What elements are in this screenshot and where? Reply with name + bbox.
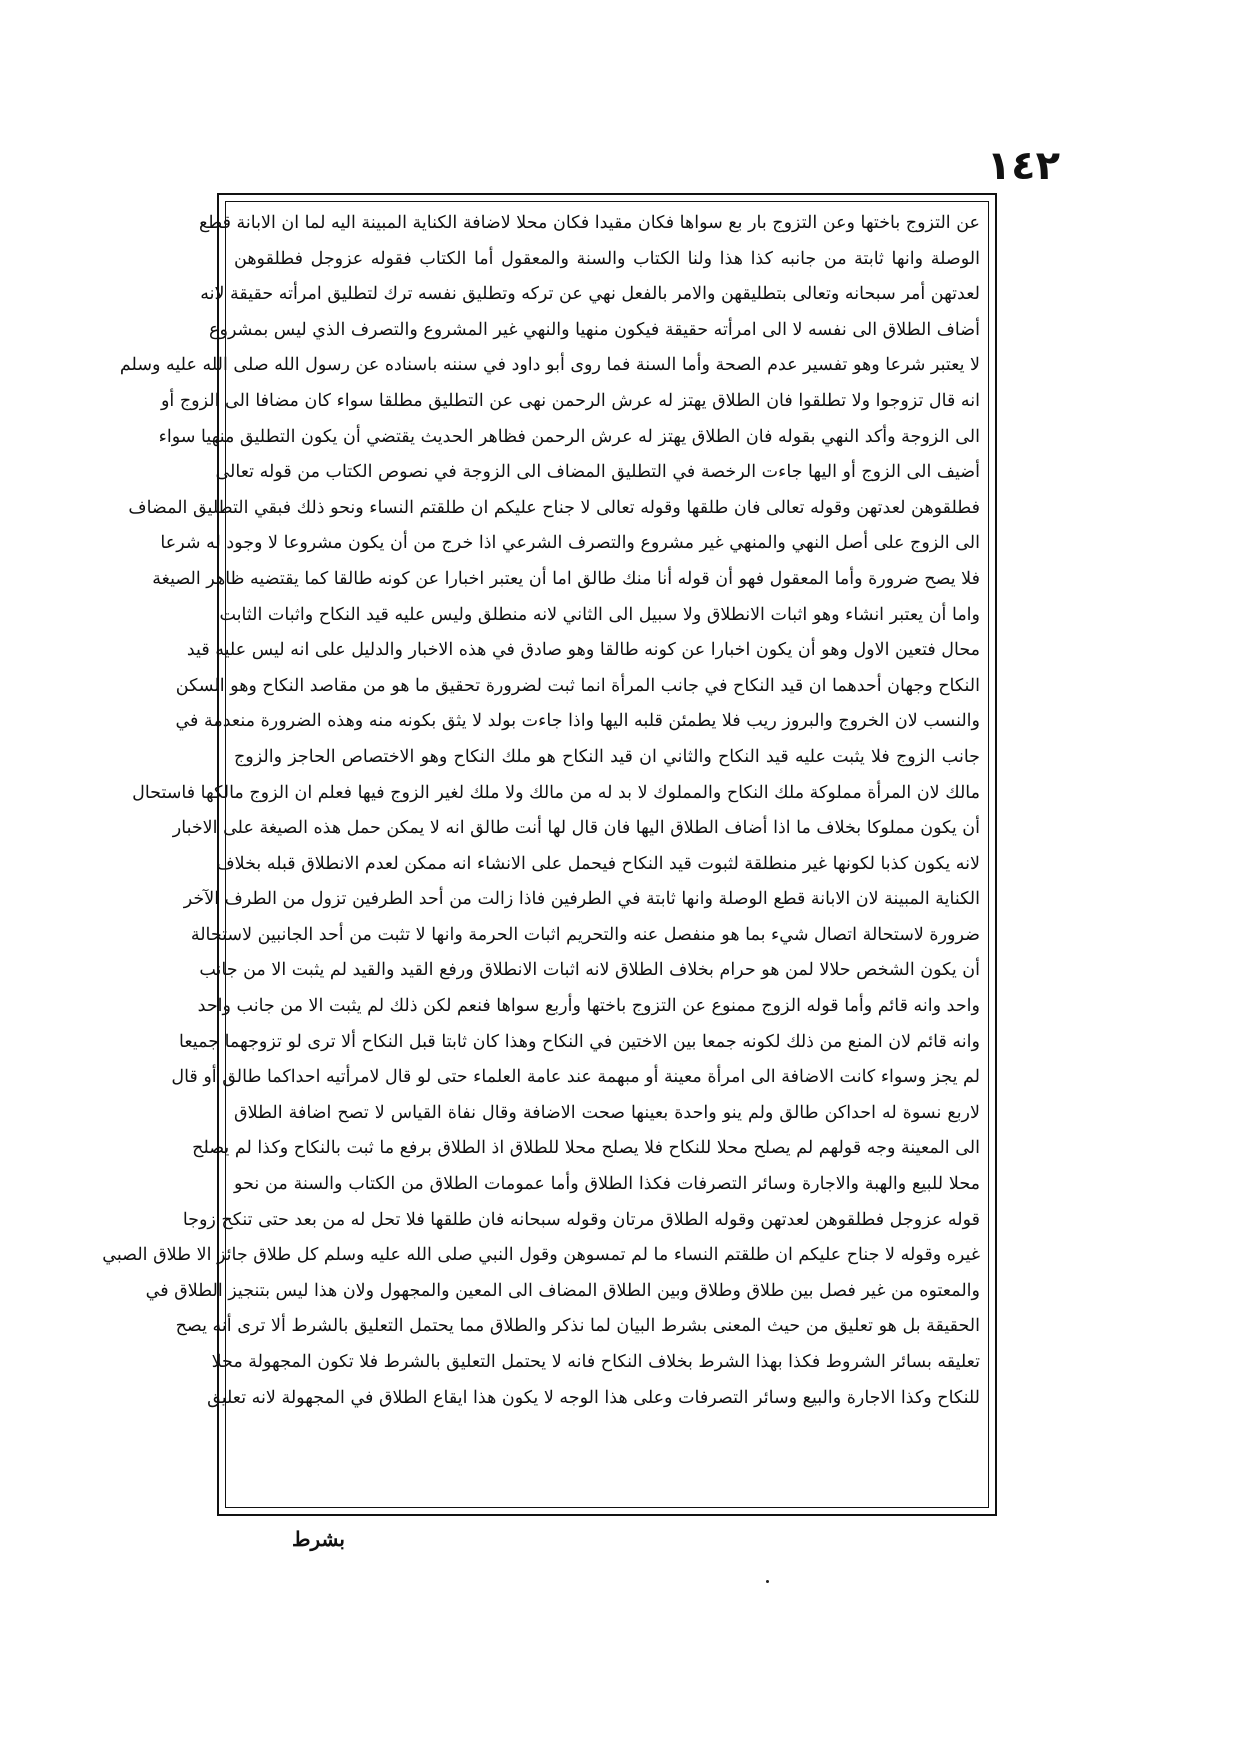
text-line: أن يكون مملوكا بخلاف ما اذا أضاف الطلاق اليها فان قال لها أنت طالق انه لا يمكن حمل هذه الصيغة على الاخبار — [172, 818, 980, 839]
text-line: الحقيقة بل هو تعليق من حيث المعنى بشرط البيان لما نذكر والطلاق مما يحتمل التعليق بالشرط ألا ترى أنه يصح — [175, 1316, 980, 1337]
text-line: جانب الزوج فلا يثبت عليه قيد النكاح والثاني ان قيد النكاح هو ملك النكاح وهو الاختصاص الحاجز والزوج — [234, 746, 980, 767]
text-line: أضيف الى الزوج أو اليها جاءت الرخصة في التطليق المضاف الى الزوجة في نصوص الكتاب من قوله تعالى — [215, 462, 980, 483]
text-line: الكناية المبينة لان الابانة قطع الوصلة وانها ثابتة في الطرفين فاذا زالت من أحد الطرفين تزول من الطرف الآخر — [183, 889, 980, 910]
catchword: بشرط — [292, 1527, 345, 1551]
text-line: الى الزوج على أصل النهي والمنهي غير مشروع والتصرف الشرعي اذا خرج من أن يكون مشروعا لا وجود له شرعا — [160, 533, 980, 554]
text-line: النكاح وجهان أحدهما ان قيد النكاح في جانب المرأة انما ثبت لضرورة تحقيق ما هو من مقاصد النكاح وهو السكن — [175, 675, 980, 696]
text-line: للنكاح وكذا الاجارة والبيع وسائر التصرفات وعلى هذا الوجه لا يكون هذا ايقاع الطلاق في المجهولة لانه تعليق — [207, 1387, 980, 1408]
text-line: انه قال تزوجوا ولا تطلقوا فان الطلاق يهتز له عرش الرحمن نهى عن التطليق مطلقا سواء كان مضافا الى الزوج أو — [160, 390, 980, 411]
text-line: أضاف الطلاق الى نفسه لا الى امرأته حقيقة فيكون منهيا والنهي غير المشروع والتصرف الذي ليس بمشروع — [209, 319, 980, 340]
text-line: تعليقه بسائر الشروط فكذا بهذا الشرط بخلاف النكاح فانه لا يحتمل التعليق بالشرط فلا تكون المجهولة محلا — [211, 1352, 980, 1372]
text-line: مالك لان المرأة مملوكة ملك النكاح والمملوك لا بد له من مالك ولا ملك لغير الزوج فيها فعلم ان الزوج مالكها فاستحال — [132, 782, 980, 803]
text-line: الوصلة وانها ثابتة من جانبه كذا هذا ولنا الكتاب والسنة والمعقول أما الكتاب فقوله عزوجل فطلقوهن — [234, 248, 980, 269]
text-line: وانه قائم لان المنع من ذلك لكونه جمعا بين الاختين في النكاح وهذا كان ثابتا قبل النكاح ألا ترى لو تزوجهما جميعا — [179, 1031, 980, 1052]
text-line: محال فتعين الاول وهو أن يكون اخبارا عن كونه طالقا وهو صادق في هذه الاخبار والدليل على انه ليس عليه قيد — [186, 640, 980, 661]
text-body — [102, 206, 980, 1416]
page-number: ١٤٢ — [986, 143, 1060, 189]
text-line: محلا للبيع والهبة والاجارة وسائر التصرفات فكذا الطلاق وأما عمومات الطلاق من الكتاب والسنة من نحو — [234, 1174, 980, 1195]
text-line: الى الزوجة وأكد النهي بقوله فان الطلاق يهتز له عرش الرحمن فظاهر الحديث يقتضي أن يكون التطليق منهيا سواء — [158, 426, 980, 447]
inner-border-frame — [102, 201, 989, 1508]
text-line: لم يجز وسواء كانت الاضافة الى امرأة معينة أو مبهمة عند عامة العلماء حتى لو قال لامرأتيه احداكما طالق أو قال — [171, 1067, 980, 1088]
text-line: أن يكون الشخص حلالا لمن هو حرام بخلاف الطلاق لانه اثبات الانطلاق ورفع القيد والقيد لم يثبت الا من جانب — [199, 960, 980, 981]
text-line: فلا يصح ضرورة وأما المعقول فهو أن قوله أنا منك طالق اما أن يعتبر اخبارا عن كونه طالقا كما يقتضيه ظاهر الصيغة — [152, 568, 980, 589]
text-line: فطلقوهن لعدتهن وقوله تعالى فان طلقها وقوله تعالى لا جناح عليكم ان طلقتم النساء ونحو ذلك فبقي التطليق المضاف — [128, 497, 980, 518]
text-line: واحد وانه قائم وأما قوله الزوج ممنوع عن التزوج باختها وأربع سواها فنعم لكن ذلك لم يثبت الا من جانب واحد — [197, 996, 980, 1017]
text-line: قوله عزوجل فطلقوهن لعدتهن وقوله الطلاق مرتان وقوله سبحانه فان طلقها فلا تحل له من بعد حتى تنكح زوجا — [182, 1209, 980, 1230]
text-line: لعدتهن أمر سبحانه وتعالى بتطليقهن والامر بالفعل نهي عن تركه وتطليق نفسه ترك لتطليق امرأته حقيقة لانه — [200, 284, 980, 305]
text-line: والمعتوه من غير فصل بين طلاق وطلاق وبين الطلاق المضاف الى المعين والمجهول ولان هذا ليس بتنجيز الطلاق في — [145, 1280, 980, 1301]
ink-speck — [766, 1580, 769, 1583]
text-line: لا يعتبر شرعا وهو تفسير عدم الصحة وأما السنة فما روى أبو داود في سننه باسناده عن رسول الله صلى الله عليه وسلم — [119, 355, 980, 376]
text-line: والنسب لان الخروج والبروز ريب فلا يطمئن قلبه اليها واذا جاءت بولد لا يثق بكونه منه وهذه الضرورة منعدمة في — [175, 711, 980, 732]
text-line: واما أن يعتبر انشاء وهو اثبات الانطلاق ولا سبيل الى الثاني لانه منطلق وليس عليه قيد النكاح واثبات الثابت — [219, 604, 980, 625]
text-line: عن التزوج باختها وعن التزوج بار بع سواها فكان مقيدا فكان محلا لاضافة الكناية المبينة اليه لما ان الابانة قطع — [198, 213, 980, 233]
text-line: غيره وقوله لا جناح عليكم ان طلقتم النساء ما لم تمسوهن وقول النبي صلى الله عليه وسلم كل طلاق جائز الا طلاق الصبي — [102, 1245, 980, 1266]
text-line: الى المعينة وجه قولهم لم يصلح محلا للنكاح فلا يصلح محلا للطلاق اذ الطلاق برفع ما ثبت بالنكاح وكذا لم يصلح — [192, 1138, 980, 1159]
text-line: ضرورة لاستحالة اتصال شيء بما هو منفصل عنه والتحريم اثبات الحرمة وانها لا تثبت من أحد الجانبين لاستحالة — [190, 924, 980, 945]
outer-border-frame — [102, 193, 997, 1516]
text-line: لانه يكون كذبا لكونها غير منطلقة لثبوت قيد النكاح فيحمل على الانشاء انه ممكن لعدم الانطلاق قبله بخلاف — [216, 853, 980, 874]
text-line: لاربع نسوة له احداكن طالق ولم ينو واحدة بعينها صحت الاضافة وقال نفاة القياس لا تصح اضافة الطلاق — [234, 1102, 980, 1123]
